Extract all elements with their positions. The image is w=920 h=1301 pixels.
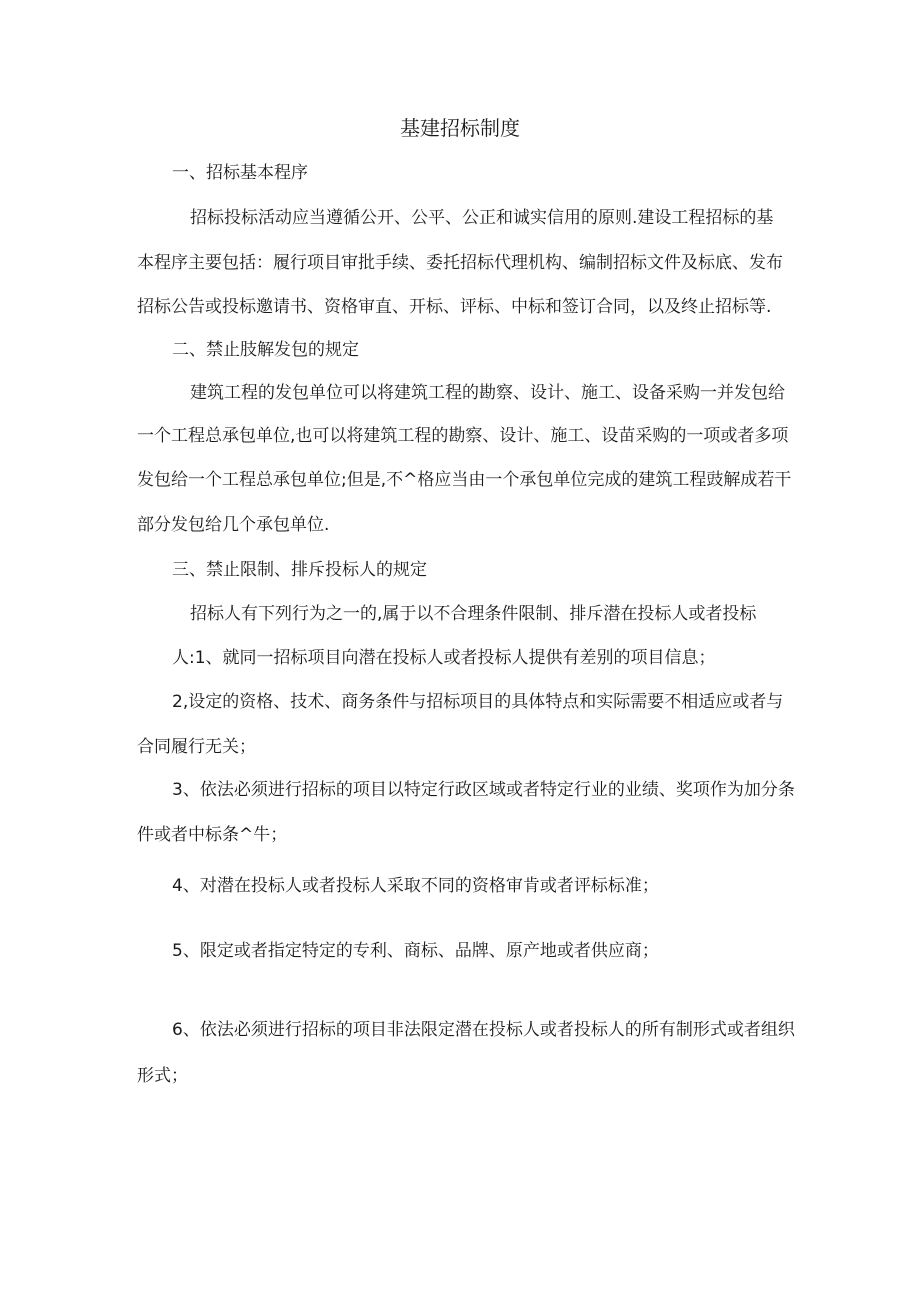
paragraph-1-line-2: 本程序主要包括：履行项目审批手续、委托招标代理机构、编制招标文件及标底、发布 xyxy=(137,253,783,273)
paragraph-3-line-1: 招标人有下列行为之一的,属于以不合理条件限制、排斥潜在投标人或者投标 xyxy=(190,604,757,624)
paragraph-1-line-3: 招标公告或投标邀请书、资格审直、开标、评标、中标和签订合同，以及终止招标等. xyxy=(137,297,772,317)
paragraph-2-line-2: 一个工程总承包单位,也可以将建筑工程的勘察、设计、施工、设苗采购的一项或者多项 xyxy=(137,426,789,446)
paragraph-2-line-1: 建筑工程的发包单位可以将建筑工程的勘察、设计、施工、设备采购一并发包给 xyxy=(190,383,785,403)
list-item-5: 5、限定或者指定特定的专利、商标、品牌、原产地或者供应商； xyxy=(172,941,659,961)
list-item-2-line-2: 合同履行无关； xyxy=(137,737,256,757)
list-item-3-line-1: 3、依法必须进行招标的项目以特定行政区域或者特定行业的业绩、奖项作为加分条 xyxy=(172,780,795,800)
list-item-6-line-1: 6、依法必须进行招标的项目非法限定潜在投标人或者投标人的所有制形式或者组织 xyxy=(172,1020,795,1040)
document-title: 基建招标制度 xyxy=(400,116,520,140)
paragraph-3-line-2: 人:1、就同一招标项目向潜在投标人或者投标人提供有差别的项目信息； xyxy=(172,648,716,668)
paragraph-2-line-3: 发包给一个工程总承包单位;但是,不^格应当由一个承包单位完成的建筑工程豉解成若干 xyxy=(137,470,792,490)
paragraph-2-line-4: 部分发包给几个承包单位. xyxy=(137,515,330,535)
section-heading-3: 三、禁止限制、排斥投标人的规定 xyxy=(172,560,427,580)
list-item-2-line-1: 2,设定的资格、技术、商务条件与招标项目的具体特点和实际需要不相适应或者与 xyxy=(172,692,784,712)
list-item-6-line-2: 形式； xyxy=(137,1066,188,1086)
section-heading-2: 二、禁止肢解发包的规定 xyxy=(172,340,359,360)
section-heading-1: 一、招标基本程序 xyxy=(172,163,308,183)
list-item-4: 4、对潜在投标人或者投标人采取不同的资格审肯或者评标标准； xyxy=(172,876,659,896)
paragraph-1-line-1: 招标投标活动应当遵循公开、公平、公正和诚实信用的原则.建设工程招标的基 xyxy=(190,208,774,228)
list-item-3-line-2: 件或者中标条^牛； xyxy=(137,825,288,845)
